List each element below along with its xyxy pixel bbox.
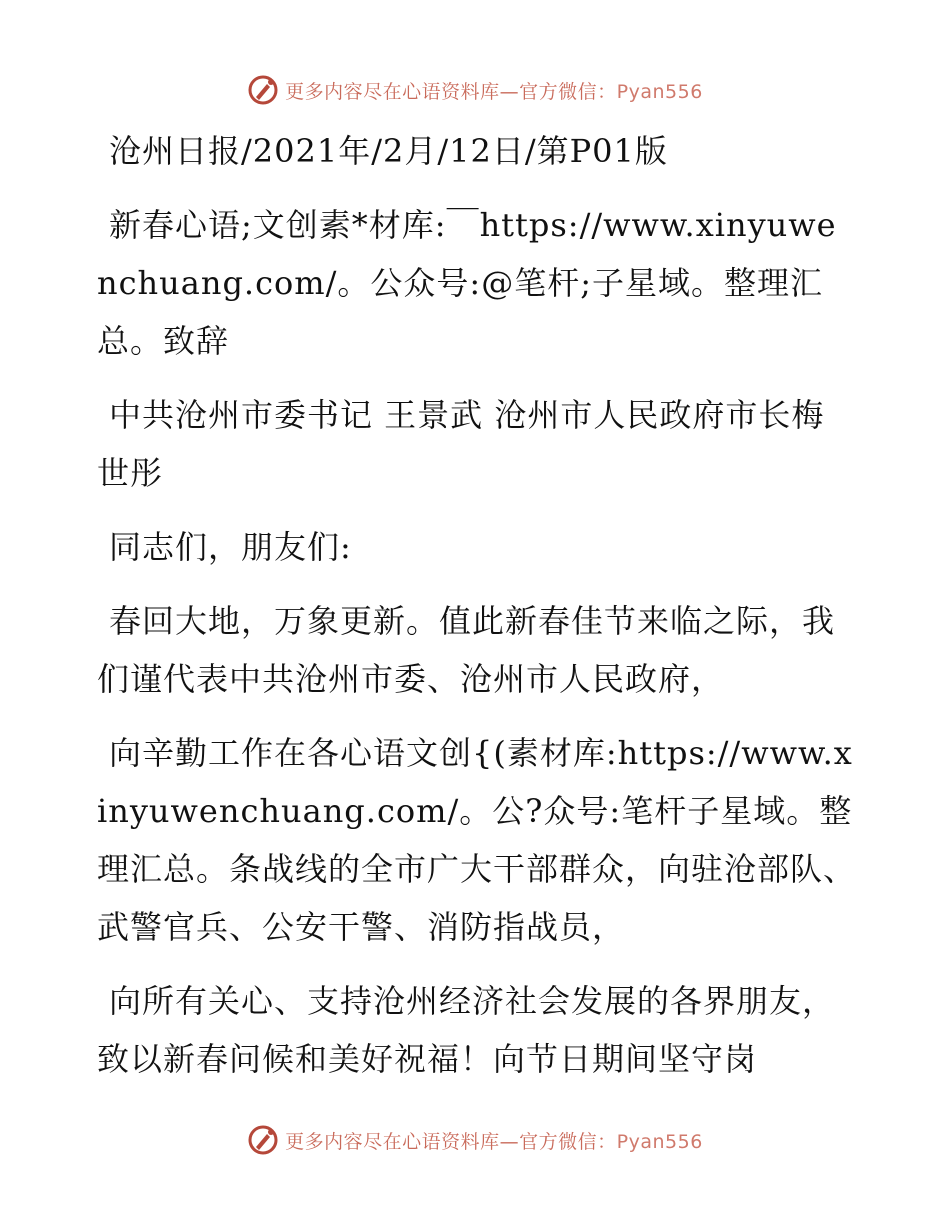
pen-circle-logo-icon (247, 74, 279, 106)
paragraph-body-2: 向辛勤工作在各心语文创{(素材库:https://www.xinyuwenchuang.com/。公?众号:笔杆子星域。整理汇总。条战线的全市广大干部群众，向驻沧部队、武警官兵、公安干警、消防指战员， (97, 734, 857, 946)
paragraph-authors: 中共沧州市委书记 王景武 沧州市人民政府市长梅世彤 (97, 396, 825, 492)
footer-wechat-id: Pyan556 (616, 1130, 703, 1153)
footer-banner-label: 更多内容尽在心语资料库—官方微信： (285, 1130, 617, 1153)
footer-banner (0, 1120, 950, 1160)
header-banner-label: 更多内容尽在心语资料库—官方微信： (285, 80, 617, 103)
header-wechat-id: Pyan556 (616, 80, 703, 103)
article-body (97, 122, 857, 1104)
paragraph-dateline: 沧州日报/2021年/2月/12日/第P01版 (109, 132, 668, 170)
pen-circle-logo-icon (247, 1124, 279, 1156)
paragraph-body-1: 春回大地，万象更新。值此新春佳节来临之际，我们谨代表中共沧州市委、沧州市人民政府， (97, 602, 836, 698)
footer-banner-text (285, 1127, 703, 1154)
paragraph-body-3: 向所有关心、支持沧州经济社会发展的各界朋友，致以新春问候和美好祝福！向节日期间坚守岗 (97, 982, 836, 1078)
header-banner (0, 70, 950, 110)
header-banner-text (285, 77, 703, 104)
paragraph-source-note: 新春心语;文创素*材库:￣https://www.xinyuwenchuang.com/。公众号:@笔杆;子星域。整理汇总。致辞 (97, 206, 837, 360)
paragraph-salutation: 同志们，朋友们: (109, 528, 352, 566)
